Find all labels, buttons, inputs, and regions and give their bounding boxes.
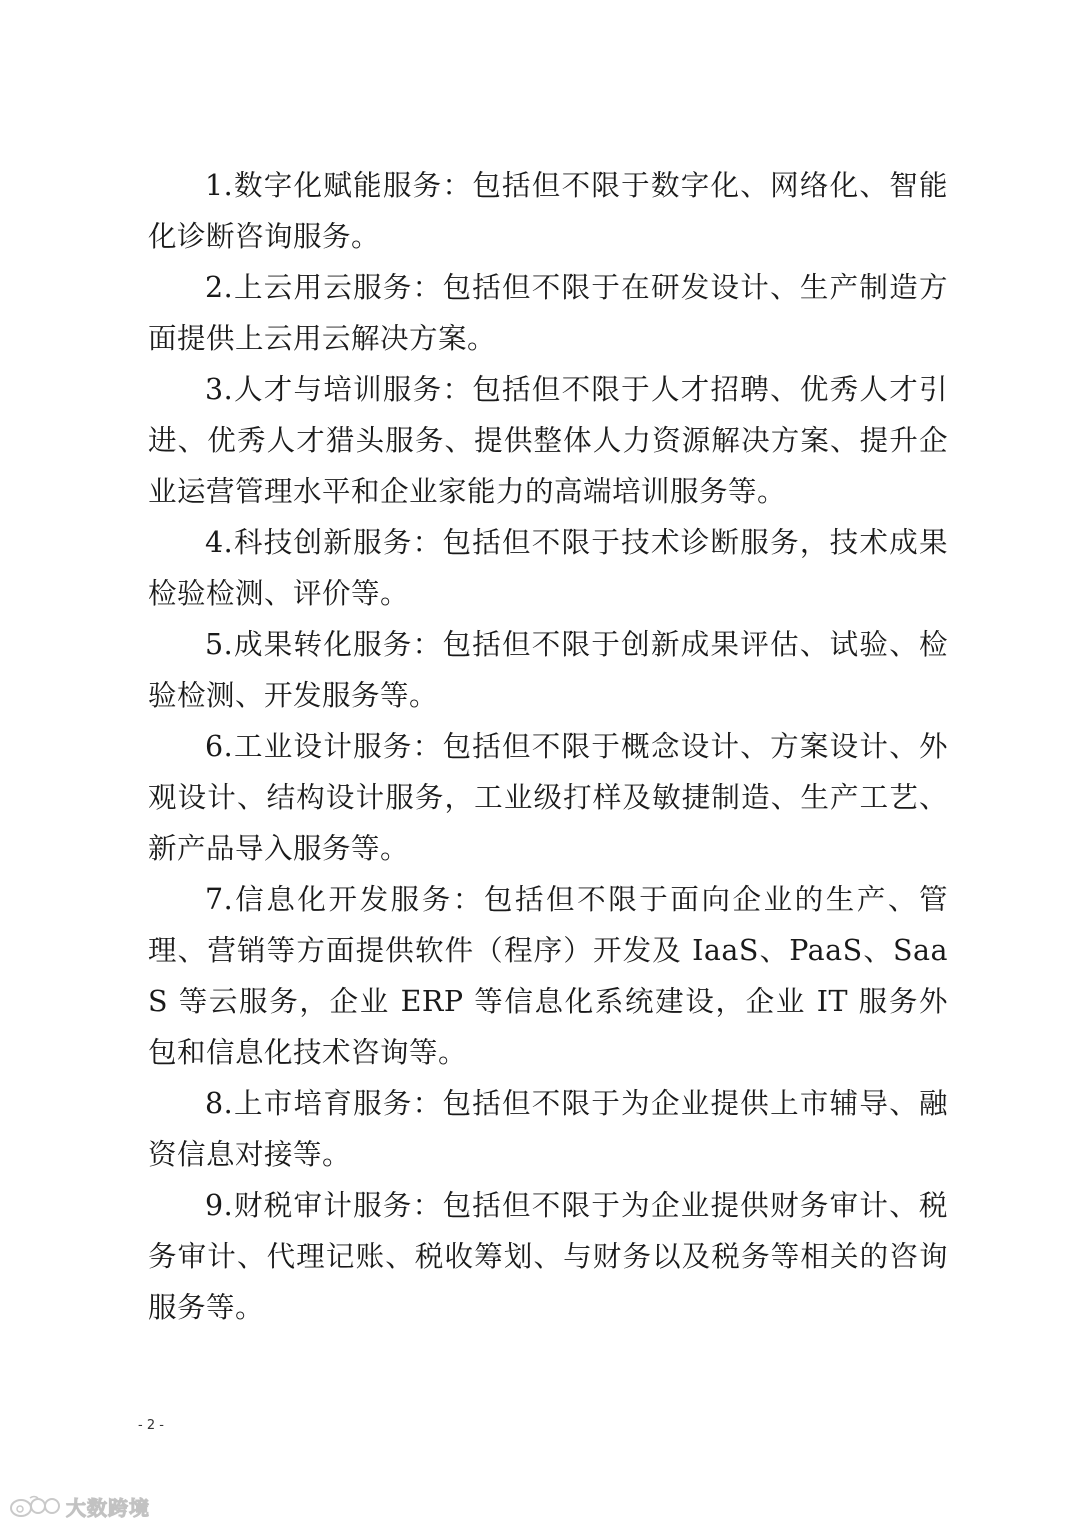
paragraph-item-4: 4.科技创新服务：包括但不限于技术诊断服务，技术成果检验检测、评价等。	[148, 526, 948, 610]
document-body	[148, 160, 948, 1333]
paragraph-item-3: 3.人才与培训服务：包括但不限于人才招聘、优秀人才引进、优秀人才猎头服务、提供整体人力资源解决方案、提升企业运营管理水平和企业家能力的高端培训服务等。	[148, 373, 948, 508]
weibo-style-logo-icon	[8, 1493, 60, 1519]
paragraph-item-2: 2.上云用云服务：包括但不限于在研发设计、生产制造方面提供上云用云解决方案。	[148, 271, 948, 355]
watermark-text: 大数跨境	[66, 1495, 150, 1520]
paragraph-item-9: 9.财税审计服务：包括但不限于为企业提供财务审计、税务审计、代理记账、税收筹划、与财务以及税务等相关的咨询服务等。	[148, 1189, 948, 1324]
page-number: - 2 -	[138, 1418, 164, 1433]
watermark	[8, 1493, 150, 1519]
paragraph-item-6: 6.工业设计服务：包括但不限于概念设计、方案设计、外观设计、结构设计服务，工业级打样及敏捷制造、生产工艺、新产品导入服务等。	[148, 730, 948, 865]
paragraph-item-7: 7.信息化开发服务：包括但不限于面向企业的生产、管理、营销等方面提供软件（程序）开发及 IaaS、PaaS、SaaS 等云服务，企业 ERP 等信息化系统建设，企业 IT 服务外包和信息化技术咨询等。	[148, 883, 948, 1069]
paragraph-item-5: 5.成果转化服务：包括但不限于创新成果评估、试验、检验检测、开发服务等。	[148, 628, 948, 712]
paragraph-item-8: 8.上市培育服务：包括但不限于为企业提供上市辅导、融资信息对接等。	[148, 1087, 948, 1171]
paragraph-item-1: 1.数字化赋能服务：包括但不限于数字化、网络化、智能化诊断咨询服务。	[148, 169, 948, 253]
